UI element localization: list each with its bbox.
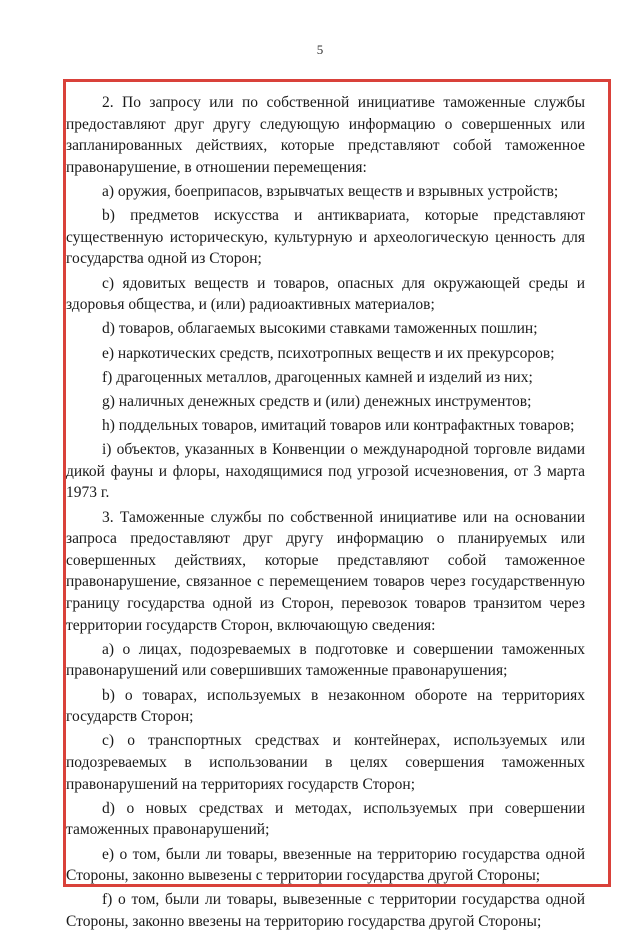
item-2h: h) поддельных товаров, имитаций товаров или контрафактных товаров;	[102, 417, 575, 435]
page-number: 5	[316, 42, 324, 57]
item-2f: f) драгоценных металлов, драгоценных камней и изделий из них;	[102, 368, 533, 386]
item-3c: c) о транспортных средствах и контейнерах, используемых или подозреваемых в использовании в целях совершения таможенных правонарушений на территориях государств Сторон;	[66, 732, 585, 793]
item-3e: e) о том, были ли товары, ввезенные на территорию государства одной Стороны, законно вывезены с территории государства другой Стороны;	[66, 845, 585, 885]
item-2d: d) товаров, облагаемых высокими ставками таможенных пошлин;	[102, 320, 538, 338]
item-3f: f) о том, были ли товары, вывезенные с территории государства одной Стороны, законно ввезены на территорию государства другой Стороны;	[66, 891, 585, 930]
item-2c: c) ядовитых веществ и товаров, опасных для окружающей среды и здоровья общества, и (или) радиоактивных материалов;	[66, 274, 585, 314]
document-body	[66, 92, 585, 935]
item-3a: a) о лицах, подозреваемых в подготовке и совершении таможенных правонарушений или совершивших таможенные правонарушения;	[66, 640, 585, 680]
item-2b: b) предметов искусства и антиквариата, которые представляют существенную историческую, культурную и археологическую ценность для государства одной из Сторон;	[66, 207, 585, 268]
paragraph-2: 2. По запросу или по собственной инициативе таможенные службы предоставляют друг другу следующую информацию о совершенных или запланированных действиях, которые представляют собой таможенное правонарушение, в отношении перемещения:	[66, 94, 585, 176]
item-2a: a) оружия, боеприпасов, взрывчатых веществ и взрывных устройств;	[102, 182, 559, 200]
item-2g: g) наличных денежных средств и (или) денежных инструментов;	[102, 392, 532, 410]
item-3d: d) о новых средствах и методах, используемых при совершении таможенных правонарушений;	[66, 799, 585, 839]
paragraph-3: 3. Таможенные службы по собственной инициативе или на основании запроса предоставляют друг другу информацию о планируемых или совершенных действиях, которые представляют собой таможенное правонарушение, связанное с перемещением товаров через государственную границу государства одной из Сторон, перевозок товаров транзитом через территории государств Сторон, включающую сведения:	[66, 508, 585, 634]
item-2i: i) объектов, указанных в Конвенции о международной торговле видами дикой фауны и флоры, находящимися под угрозой исчезновения, от 3 марта 1973 г.	[66, 441, 585, 502]
item-2e: e) наркотических средств, психотропных веществ и их прекурсоров;	[102, 344, 555, 362]
item-3b: b) о товарах, используемых в незаконном обороте на территориях государств Сторон;	[66, 686, 585, 726]
